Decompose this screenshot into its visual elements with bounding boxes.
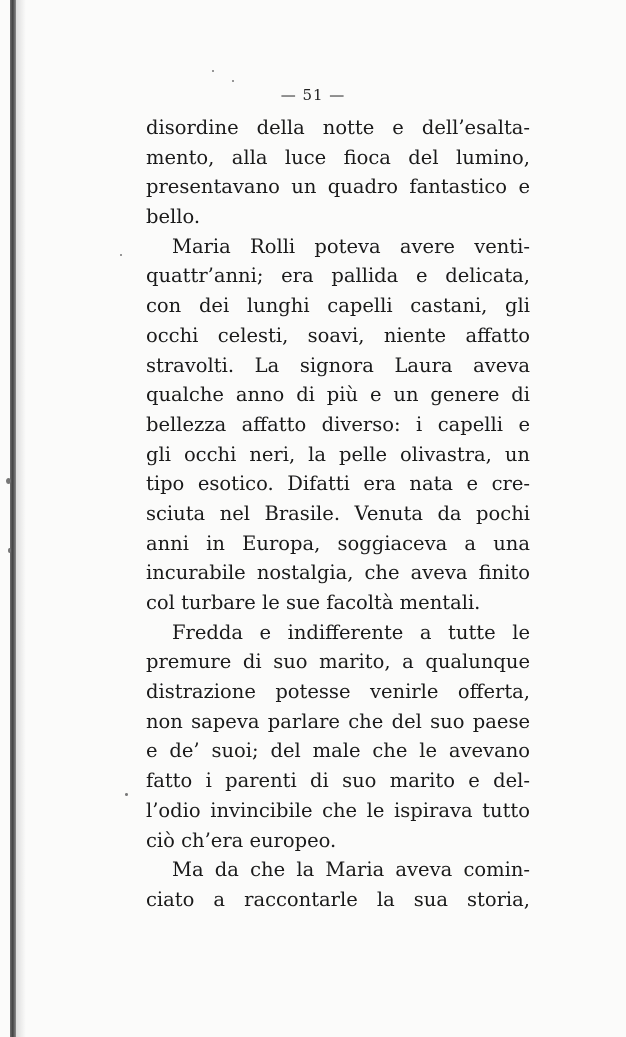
text-line: presentavano un quadro fantastico e: [146, 175, 530, 199]
paper-speck: [120, 254, 122, 256]
text-line: tipo esotico. Difatti era nata e cre-: [146, 472, 530, 496]
text-line: stravolti. La signora Laura aveva: [146, 353, 530, 377]
page-number: — 51 —: [280, 86, 346, 104]
text-line: ciò ch’era europeo.: [146, 828, 337, 852]
text-line: premure di suo marito, a qualunque: [146, 650, 530, 674]
text-line: mento, alla luce fioca del lumino,: [146, 145, 530, 169]
paper-speck: [232, 80, 234, 82]
text-line: Ma da che la Maria aveva comin-: [172, 858, 530, 882]
text-line: e de’ suoi; del male che le avevano: [146, 739, 530, 763]
text-line: bellezza affatto diverso: i capelli e: [146, 412, 530, 436]
paper-speck: [6, 478, 11, 484]
text-line: anni in Europa, soggiaceva a una: [146, 531, 530, 555]
text-line: gli occhi neri, la pelle olivastra, un: [146, 442, 530, 466]
text-line: sciuta nel Brasile. Venuta da pochi: [146, 501, 530, 525]
text-line: col turbare le sue facoltà mentali.: [146, 591, 481, 614]
text-line: con dei lunghi capelli castani, gli: [146, 294, 530, 318]
text-line: fatto i parenti di suo marito e del-: [146, 769, 530, 793]
text-line: Maria Rolli poteva avere venti-: [172, 234, 530, 258]
text-line: quattr’anni; era pallida e delicata,: [146, 264, 530, 288]
paper-speck: [212, 70, 214, 72]
text-line: l’odio invincibile che le ispirava tutto: [146, 798, 530, 822]
text-line: occhi celesti, soavi, niente affatto: [146, 323, 530, 347]
paper-speck: [8, 548, 11, 553]
body-text: [146, 113, 530, 915]
text-line: Fredda e indifferente a tutte le: [172, 620, 530, 644]
spine-shadow: [16, 0, 26, 1037]
paper-speck: [125, 793, 128, 796]
text-line: incurabile nostalgia, che aveva finito: [146, 561, 530, 585]
text-line: non sapeva parlare che del suo paese: [146, 709, 530, 733]
text-line: qualche anno di più e un genere di: [146, 383, 530, 407]
text-line: distrazione potesse venirle offerta,: [146, 680, 530, 704]
text-line: bello.: [146, 205, 201, 229]
text-line: disordine della notte e dell’esalta-: [146, 116, 530, 139]
text-line: ciato a raccontarle la sua storia,: [146, 887, 530, 911]
